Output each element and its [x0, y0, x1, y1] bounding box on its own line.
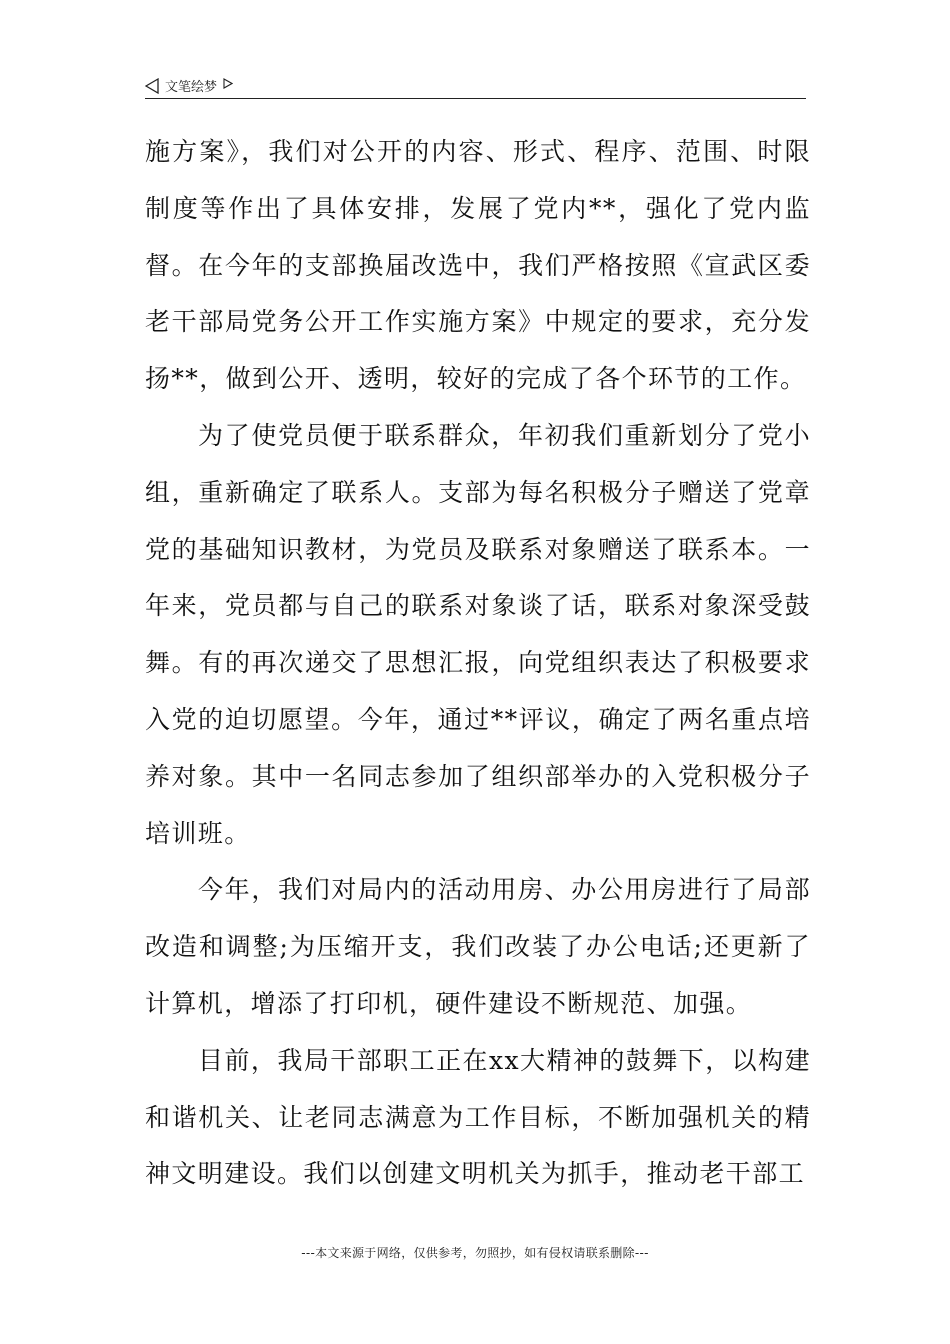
triangle-right-icon [223, 78, 233, 89]
paragraph: 今年，我们对局内的活动用房、办公用房进行了局部改造和调整;为压缩开支，我们改装了办公电话;还更新了计算机，增添了打印机，硬件建设不断规范、加强。 [145, 875, 811, 1018]
header-brand: 文笔绘梦 [165, 80, 218, 95]
document-body [145, 124, 811, 1203]
page-header [145, 74, 806, 99]
paragraph: 目前，我局干部职工正在xx大精神的鼓舞下，以构建和谐机关、让老同志满意为工作目标，不断加强机关的精神文明建设。我们以创建文明机关为抓手，推动老干部工 [145, 1045, 811, 1189]
triangle-left-icon [145, 78, 159, 94]
header-brand-group [145, 76, 233, 95]
paragraph: 为了使党员便于联系群众，年初我们重新划分了党小组，重新确定了联系人。支部为每名积极分子赠送了党章党的基础知识教材，为党员及联系对象赠送了联系本。一年来，党员都与自己的联系对象谈了话，联系对象深受鼓舞。有的再次递交了思想汇报，向党组织表达了积极要求入党的迫切愿望。今年，通过**评议，确定了两名重点培养对象。其中一名同志参加了组织部举办的入党积极分子培训班。 [145, 420, 811, 848]
paragraph: 施方案》，我们对公开的内容、形式、程序、范围、时限制度等作出了具体安排，发展了党内**，强化了党内监督。在今年的支部换届改选中，我们严格按照《宣武区委老干部局党务公开工作实施方案》中规定的要求，充分发扬**，做到公开、透明，较好的完成了各个环节的工作。 [145, 137, 811, 394]
page-footer-disclaimer: ---本文来源于网络，仅供参考，勿照抄，如有侵权请联系删除--- [301, 1246, 649, 1260]
